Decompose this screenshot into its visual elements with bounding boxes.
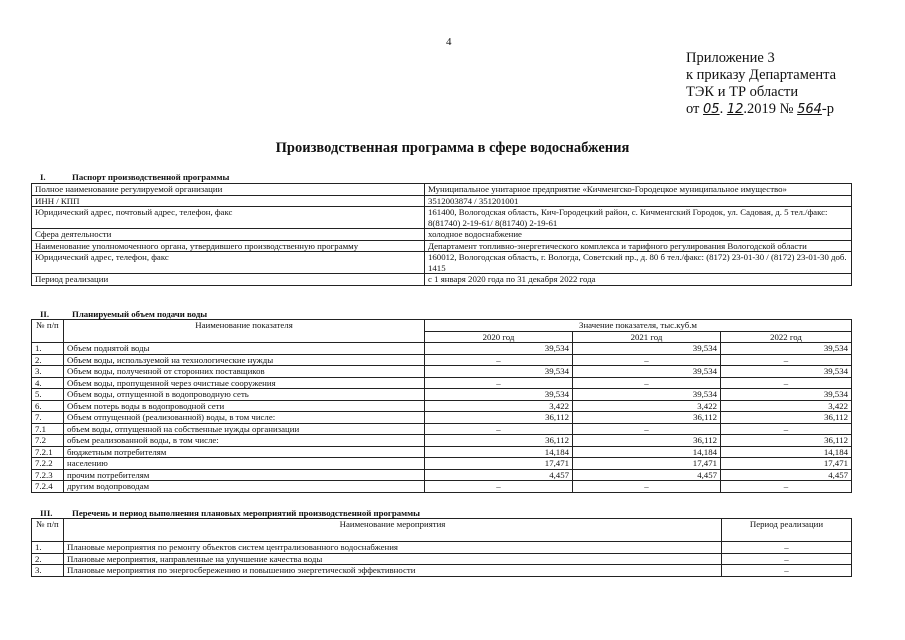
table-row bbox=[32, 400, 852, 412]
passport-table bbox=[31, 183, 852, 286]
indicator-name: Объем воды, отпущенной в водопроводную сеть bbox=[64, 389, 425, 401]
indicator-value: 39,534 bbox=[721, 389, 852, 401]
table-row bbox=[32, 481, 852, 493]
table-row bbox=[32, 446, 852, 458]
passport-value: 3512003874 / 351201001 bbox=[425, 195, 852, 207]
indicator-value: 36,112 bbox=[573, 435, 721, 447]
passport-label: Юридический адрес, почтовый адрес, телефон, факс bbox=[32, 207, 425, 229]
indicator-value: 39,534 bbox=[573, 343, 721, 355]
indicator-value: 39,534 bbox=[425, 343, 573, 355]
passport-label: Полное наименование регулируемой организации bbox=[32, 184, 425, 196]
passport-label: Наименование уполномоченного органа, утвердившего производственную программу bbox=[32, 240, 425, 252]
table-row bbox=[32, 469, 852, 481]
indicator-value: 39,534 bbox=[425, 389, 573, 401]
passport-label: Период реализации bbox=[32, 274, 425, 286]
measure-period: – bbox=[722, 565, 852, 577]
indicator-value: – bbox=[425, 354, 573, 366]
indicator-value: 39,534 bbox=[425, 366, 573, 378]
passport-label: ИНН / КПП bbox=[32, 195, 425, 207]
date-year: .2019 № bbox=[743, 101, 794, 117]
col-period-header: Период реализации bbox=[722, 519, 852, 542]
row-number: 6. bbox=[32, 400, 64, 412]
row-number: 2. bbox=[32, 553, 64, 565]
row-number: 4. bbox=[32, 377, 64, 389]
measure-period: – bbox=[722, 542, 852, 554]
row-number: 2. bbox=[32, 354, 64, 366]
indicator-value: – bbox=[721, 423, 852, 435]
row-number: 3. bbox=[32, 565, 64, 577]
indicator-value: 17,471 bbox=[425, 458, 573, 470]
section-1-heading: I. Паспорт производственной программы bbox=[40, 172, 230, 182]
document-title: Производственная программа в сфере водоснабжения bbox=[275, 140, 630, 156]
col-num-header: № п/п bbox=[32, 320, 64, 343]
table-row bbox=[32, 354, 852, 366]
year-header: 2021 год bbox=[573, 331, 721, 343]
col-name-header: Наименование мероприятия bbox=[64, 519, 722, 542]
indicator-name: бюджетным потребителям bbox=[64, 446, 425, 458]
indicator-value: – bbox=[721, 481, 852, 493]
table-row bbox=[32, 458, 852, 470]
table-row bbox=[32, 377, 852, 389]
table-row bbox=[32, 252, 852, 274]
passport-value: 161400, Вологодская область, Кич-Городецкий район, с. Кичменгский Городок, ул. Садовая, д. 5 тел./факс: 8(81740) 2-19-61/ 8(81740) 2-19-61 bbox=[425, 207, 852, 229]
indicator-value: 39,534 bbox=[573, 366, 721, 378]
passport-value: 160012, Вологодская область, г. Вологда, Советский пр., д. 80 б тел./факс: (8172) 23-01-30 / (8172) 23-01-30 доб. 1415 bbox=[425, 252, 852, 274]
indicator-value: 17,471 bbox=[573, 458, 721, 470]
row-number: 7.1 bbox=[32, 423, 64, 435]
section-3-heading: III. Перечень и период выполнения плановых мероприятий производственной программы bbox=[40, 508, 421, 518]
indicator-value: 36,112 bbox=[721, 435, 852, 447]
appendix-line-3: ТЭК и ТР области bbox=[686, 84, 799, 100]
indicator-value: 14,184 bbox=[573, 446, 721, 458]
table-row bbox=[32, 343, 852, 355]
indicator-value: 14,184 bbox=[425, 446, 573, 458]
row-number: 7.2.4 bbox=[32, 481, 64, 493]
indicator-value: 39,534 bbox=[573, 389, 721, 401]
indicator-value: – bbox=[721, 354, 852, 366]
table-row bbox=[32, 366, 852, 378]
table-row bbox=[32, 240, 852, 252]
table-row bbox=[32, 184, 852, 196]
indicator-value: – bbox=[425, 377, 573, 389]
indicator-value: 39,534 bbox=[721, 343, 852, 355]
indicator-value: – bbox=[425, 481, 573, 493]
indicator-value: 4,457 bbox=[721, 469, 852, 481]
table-row bbox=[32, 553, 852, 565]
indicator-name: Объем воды, полученной от сторонних поставщиков bbox=[64, 366, 425, 378]
indicator-value: 3,422 bbox=[425, 400, 573, 412]
year-header: 2020 год bbox=[425, 331, 573, 343]
order-number: 564 bbox=[797, 102, 822, 117]
indicator-value: – bbox=[573, 354, 721, 366]
appendix-line-1: Приложение 3 bbox=[686, 50, 775, 66]
row-number: 5. bbox=[32, 389, 64, 401]
appendix-line-2: к приказу Департамента bbox=[686, 67, 837, 83]
date-month: 12 bbox=[726, 102, 744, 117]
indicator-value: – bbox=[573, 377, 721, 389]
indicator-name: Объем поднятой воды bbox=[64, 343, 425, 355]
indicator-value: – bbox=[721, 377, 852, 389]
table-row bbox=[32, 389, 852, 401]
date-day: 05 bbox=[703, 102, 720, 117]
date-prefix: от bbox=[686, 101, 700, 117]
table-row bbox=[32, 195, 852, 207]
indicator-name: Объем потерь воды в водопроводной сети bbox=[64, 400, 425, 412]
indicator-value: – bbox=[573, 481, 721, 493]
water-volume-table bbox=[31, 319, 852, 493]
measure-period: – bbox=[722, 553, 852, 565]
passport-value: холодное водоснабжение bbox=[425, 229, 852, 241]
table-row bbox=[32, 423, 852, 435]
measure-name: Плановые мероприятия по энергосбережению и повышению энергетической эффективности bbox=[64, 565, 722, 577]
indicator-name: населению bbox=[64, 458, 425, 470]
indicator-value: 17,471 bbox=[721, 458, 852, 470]
indicator-name: объем воды, отпущенной на собственные нужды организации bbox=[64, 423, 425, 435]
indicator-value: 3,422 bbox=[573, 400, 721, 412]
year-header: 2022 год bbox=[721, 331, 852, 343]
passport-value: Департамент топливно-энергетического комплекса и тарифного регулирования Вологодской области bbox=[425, 240, 852, 252]
passport-value: с 1 января 2020 года по 31 декабря 2022 года bbox=[425, 274, 852, 286]
appendix-block bbox=[686, 50, 836, 118]
indicator-value: 36,112 bbox=[425, 435, 573, 447]
indicator-name: Объем отпущенной (реализованной) воды, в том числе: bbox=[64, 412, 425, 424]
indicator-name: прочим потребителям bbox=[64, 469, 425, 481]
indicator-name: Объем воды, пропущенной через очистные сооружения bbox=[64, 377, 425, 389]
row-number: 7.2.1 bbox=[32, 446, 64, 458]
indicator-value: 36,112 bbox=[425, 412, 573, 424]
col-name-header: Наименование показателя bbox=[64, 320, 425, 343]
measure-name: Плановые мероприятия, направленные на улучшение качества воды bbox=[64, 553, 722, 565]
row-number: 3. bbox=[32, 366, 64, 378]
passport-label: Юридический адрес, телефон, факс bbox=[32, 252, 425, 274]
col-num-header: № п/п bbox=[32, 519, 64, 542]
indicator-name: объем реализованной воды, в том числе: bbox=[64, 435, 425, 447]
indicator-value: – bbox=[573, 423, 721, 435]
indicator-value: 36,112 bbox=[573, 412, 721, 424]
table-row bbox=[32, 274, 852, 286]
indicator-name: Объем воды, используемой на технологические нужды bbox=[64, 354, 425, 366]
table-row bbox=[32, 412, 852, 424]
indicator-value: – bbox=[425, 423, 573, 435]
appendix-date-line: от 05. 12.2019 № 564-р bbox=[686, 101, 835, 117]
table-row bbox=[32, 229, 852, 241]
table-row bbox=[32, 542, 852, 554]
order-suffix: -р bbox=[821, 101, 835, 117]
table-row bbox=[32, 565, 852, 577]
row-number: 7. bbox=[32, 412, 64, 424]
table-row bbox=[32, 435, 852, 447]
row-number: 1. bbox=[32, 542, 64, 554]
row-number: 7.2.2 bbox=[32, 458, 64, 470]
passport-value: Муниципальное унитарное предприятие «Кичменгско-Городецкое муниципальное имущество» bbox=[425, 184, 852, 196]
indicator-value: 36,112 bbox=[721, 412, 852, 424]
page-number: 4 bbox=[446, 36, 452, 48]
section-2-heading: II. Планируемый объем подачи воды bbox=[40, 309, 208, 319]
indicator-value: 14,184 bbox=[721, 446, 852, 458]
row-number: 1. bbox=[32, 343, 64, 355]
passport-label: Сфера деятельности bbox=[32, 229, 425, 241]
indicator-name: другим водопроводам bbox=[64, 481, 425, 493]
indicator-value: 4,457 bbox=[425, 469, 573, 481]
indicator-value: 3,422 bbox=[721, 400, 852, 412]
row-number: 7.2.3 bbox=[32, 469, 64, 481]
measures-table bbox=[31, 518, 852, 577]
indicator-value: 39,534 bbox=[721, 366, 852, 378]
col-value-header: Значение показателя, тыс.куб.м bbox=[425, 320, 852, 332]
row-number: 7.2 bbox=[32, 435, 64, 447]
measure-name: Плановые мероприятия по ремонту объектов систем централизованного водоснабжения bbox=[64, 542, 722, 554]
table-row bbox=[32, 207, 852, 229]
indicator-value: 4,457 bbox=[573, 469, 721, 481]
